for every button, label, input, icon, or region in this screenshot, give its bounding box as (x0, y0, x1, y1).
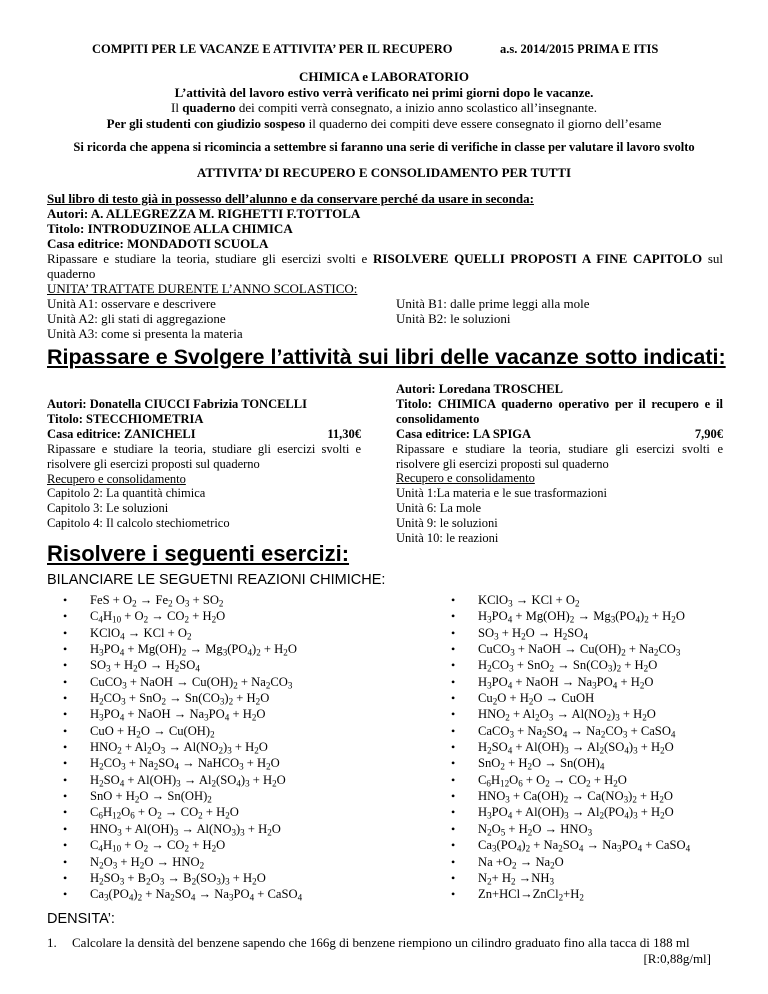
book-right-price: 7,90€ (694, 426, 723, 441)
equation-item: • $C_4H_{10} + O_2 \to CO_2 + H_2O$ (63, 837, 302, 853)
book-left-chapter: Capitolo 3: Le soluzioni (47, 501, 169, 516)
equation-item: • $H_3PO_4$ + NaOH → $Na_3PO_4 + H_2O$ (63, 706, 302, 722)
balance-heading: BILANCIARE LE SEGUETNI REAZIONI CHIMICHE: (47, 572, 386, 588)
equation-item: • $Ca_3(PO_4)_2 + Na_2SO_4 \to Na_3PO_4$ + CaSO$_4$ (63, 886, 302, 902)
equation-item: • $N_2+ H_2 \to NH_3$ (451, 870, 690, 886)
equation-item: • $C_6H_{12}O_6 + O_2 \to CO_2 + H_2O$ (63, 804, 302, 820)
equation-item: • $N_2O_5 + H_2O \to HNO_3$ (451, 821, 690, 837)
unit-b1: Unità B1: dalle prime leggi alla mole (396, 296, 590, 311)
equation-item: • CuCO$_3$ + NaOH → $Cu(OH)_2 + Na_2CO_3$ (63, 674, 302, 690)
textbook-publisher: Casa editrice: MONDADOTI SCUOLA (47, 236, 269, 251)
unit-a3: Unità A3: come si presenta la materia (47, 326, 243, 341)
equation-item: • KClO$_3$ → KCl + $O_2$ (451, 592, 690, 608)
equation-item: • $H_3PO_4 + Al(OH)_3 \to Al_2(PO_4)_3 + H_2O$ (451, 804, 690, 820)
equation-item: • $SO_3 + H_2O \to H_2SO_4$ (451, 625, 690, 641)
book-right-unit: Unità 6: La mole (396, 501, 482, 516)
equation-item: • $H_2CO_3 + SnO_2 \to Sn(CO_3)_2 + H_2O$ (451, 657, 690, 673)
book-left-chapter: Capitolo 4: Il calcolo stechiometrico (47, 516, 230, 531)
textbook-instructions: Ripassare e studiare la teoria, studiare gli esercizi svolti e RISOLVERE QUELLI PROPOSTI A FINE CAPITOLO sul quaderno (47, 251, 724, 281)
book-right-publisher-line (396, 427, 723, 442)
density-item-text: Calcolare la densità del benzene sapendo che 166g di benzene riempiono un cilindro graduato fino alla tacca di 188 ml (72, 935, 690, 950)
book-right-unit: Unità 1:La materia e le sue trasformazioni (396, 486, 608, 501)
intro-line-1: L’attività del lavoro estivo verrà verificato nei primi giorni dopo le vacanze. (174, 85, 594, 100)
section-2-title: Risolvere i seguenti esercizi: (47, 541, 350, 566)
units-heading: UNITA’ TRATTATE DURENTE L’ANNO SCOLASTICO: (47, 281, 358, 296)
intro-line-2: Il quaderno dei compiti verrà consegnato, a inizio anno scolastico all’insegnante. (170, 100, 598, 115)
equation-item: • CaCO$_3$ + $Na_2SO_4 \to Na_2CO_3$ + CaSO$_4$ (451, 723, 690, 739)
book-left-publisher: Casa editrice: ZANICHELI (47, 426, 196, 441)
book-left-publisher-line (47, 427, 361, 442)
unit-b2: Unità B2: le soluzioni (396, 311, 511, 326)
book-right-recupero: Recupero e consolidamento (396, 471, 535, 486)
book-right (396, 382, 723, 546)
textbook-authors: Autori: A. ALLEGREZZA M. RIGHETTI F.TOTTOLA (47, 206, 361, 221)
equation-item: • $SnO_2 + H_2O \to Sn(OH)_4$ (451, 755, 690, 771)
equations-left-list (63, 592, 302, 903)
book-right-publisher: Casa editrice: LA SPIGA (396, 426, 532, 441)
density-answer: [R:0,88g/ml] (643, 951, 711, 966)
book-right-unit: Unità 10: le reazioni (396, 531, 499, 546)
subject-title: CHIMICA e LABORATORIO (299, 69, 469, 84)
equation-item: • $Na +O_2 \to Na_2O$ (451, 854, 690, 870)
equation-item: • $C_4H_{10} + O_2 \to CO_2 + H_2O$ (63, 608, 302, 624)
equations-right-list (451, 592, 690, 903)
book-left-instructions: Ripassare e studiare la teoria, studiare gli esercizi svolti e risolvere gli esercizi proposti sul quaderno (47, 441, 361, 471)
equation-item: • $H_2CO_3 + Na_2SO_4$ → NaHCO$_3$ + $H_2O$ (63, 755, 302, 771)
equation-item: • FeS + $O_2 \to Fe_2$ $O_3 + SO_2$ (63, 592, 302, 608)
book-left-chapter: Capitolo 2: La quantità chimica (47, 486, 206, 501)
equation-item: • $H_3PO_4$ + NaOH → $Na_3PO_4 + H_2O$ (451, 674, 690, 690)
equation-item: • CuCO$_3$ + NaOH → $Cu(OH)_2 + Na_2CO_3$ (451, 641, 690, 657)
intro-line-3: Per gli studenti con giudizio sospeso il quaderno dei compiti deve essere consegnato il giorno dell’esame (106, 116, 662, 131)
book-left-price: 11,30€ (327, 426, 361, 441)
equation-item: • $Zn+HCl\to ZnCl_2+H_2$ (451, 886, 690, 902)
density-heading: DENSITA’: (47, 911, 115, 927)
book-left-authors: Autori: Donatella CIUCCI Fabrizia TONCELLI (47, 397, 307, 411)
density-item-number: 1. (47, 935, 57, 950)
equation-item: • $HNO_3 + Al(OH)_3 \to Al(NO_3)_3 + H_2O$ (63, 821, 302, 837)
equation-item: • $H_2SO_3 + B_2O_3 \to B_2(SO_3)_3 + H_2O$ (63, 870, 302, 886)
equation-item: • $H_2SO_4 + Al(OH)_3 \to Al_2(SO_4)_3 + H_2O$ (63, 772, 302, 788)
equation-item: • $HNO_3 + Ca(OH)_2 \to Ca(NO_3)_2 + H_2O$ (451, 788, 690, 804)
book-right-title: Titolo: CHIMICA quaderno operativo per il recupero e il consolidamento (396, 396, 723, 426)
book-left-title: Titolo: STECCHIOMETRIA (47, 411, 204, 426)
equation-item: • SnO + $H_2O \to Sn(OH)_2$ (63, 788, 302, 804)
book-right-unit: Unità 9: le soluzioni (396, 516, 498, 531)
textbook-title: Titolo: INTRODUZINOE ALLA CHIMICA (47, 221, 293, 236)
equation-item: • $H_2CO_3 + SnO_2 \to Sn(CO_3)_2 + H_2O$ (63, 690, 302, 706)
equation-item: • $H_3PO_4 + Mg(OH)_2 \to Mg_3(PO_4)_2 + H_2O$ (451, 608, 690, 624)
equation-item: • $H_2SO_4 + Al(OH)_3 \to Al_2(SO_4)_3 + H_2O$ (451, 739, 690, 755)
book-right-authors: Autori: Loredana TROSCHEL (396, 382, 563, 396)
equation-item: • $HNO_2 + Al_2O_3 \to Al(NO_2)_3 + H_2O$ (63, 739, 302, 755)
header-right: a.s. 2014/2015 PRIMA E ITIS (500, 42, 659, 56)
book-right-instructions: Ripassare e studiare la teoria, studiare gli esercizi svolti e risolvere gli esercizi proposti sul quaderno (396, 441, 723, 471)
section-1-title: Ripassare e Svolgere l’attività sui libri delle vacanze sotto indicati: (47, 345, 726, 369)
header-left: COMPITI PER LE VACANZE E ATTIVITA’ PER IL RECUPERO (92, 42, 453, 56)
equation-item: • $C_6H_{12}O_6 + O_2 \to CO_2 + H_2O$ (451, 772, 690, 788)
unit-a1: Unità A1: osservare e descrivere (47, 296, 216, 311)
equation-item: • KClO$_4$ → KCl + $O_2$ (63, 625, 302, 641)
equation-item: • $N_2O_3 + H_2O \to HNO_2$ (63, 854, 302, 870)
equation-item: • $Ca_3(PO_4)_2 + Na_2SO_4 \to Na_3PO_4$ + CaSO$_4$ (451, 837, 690, 853)
book-left (47, 397, 361, 531)
equation-item: • $Cu_2O + H_2O$ → CuOH (451, 690, 690, 706)
unit-a2: Unità A2: gli stati di aggregazione (47, 311, 226, 326)
book-left-recupero: Recupero e consolidamento (47, 471, 186, 486)
reminder-note: Si ricorda che appena si ricomincia a settembre si faranno una serie di verifiche in classe per valutare il lavoro svolto (73, 140, 695, 154)
equation-item: • CuO + $H_2O \to Cu(OH)_2$ (63, 723, 302, 739)
equation-item: • $HNO_2 + Al_2O_3 \to Al(NO_2)_3 + H_2O$ (451, 706, 690, 722)
textbook-heading: Sul libro di testo già in possesso dell’alunno e da conservare perché da usare in seconda: (47, 191, 534, 206)
equation-item: • $SO_3 + H_2O \to H_2SO_4$ (63, 657, 302, 673)
activity-title: ATTIVITA’ DI RECUPERO E CONSOLIDAMENTO PER TUTTI (196, 165, 572, 180)
equation-item: • $H_3PO_4 + Mg(OH)_2 \to Mg_3(PO_4)_2 + H_2O$ (63, 641, 302, 657)
